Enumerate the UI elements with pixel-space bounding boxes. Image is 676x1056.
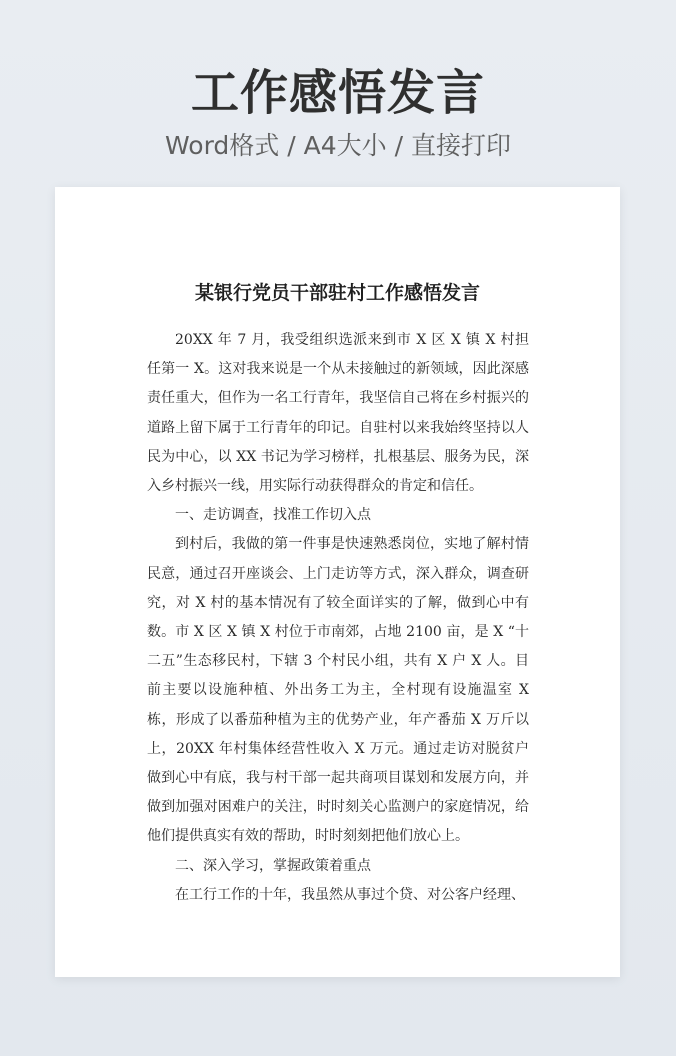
paragraph-section-1: 到村后，我做的第一件事是快速熟悉岗位，实地了解村情民意，通过召开座谈会、上门走访等方式，深入群众，调查研究，对 X 村的基本情况有了较全面详实的了解，做到心中有数。市 X 区 X 镇 X 村位于市南郊，占地 2100 亩，是 X “十二五”生态移民村，下辖 3 个村民小组，共有 X 户 X 人。目前主要以设施种植、外出务工为主，全村现有设施温室 X 栋，形成了以番茄种植为主的优势产业，年产番茄 X 万斤以上，20XX 年村集体经营性收入 X 万元。通过走访对脱贫户做到心中有底，我与村干部一起共商项目谋划和发展方向，并做到加强对困难户的关注，时时刻关心监测户的家庭情况，给他们提供真实有效的帮助，时时刻刻把他们放心上。 <box>147 536 529 845</box>
page-subtitle: Word格式 / A4大小 / 直接打印 <box>165 131 511 160</box>
section-heading-1: 一、走访调查，找准工作切入点 <box>175 507 371 524</box>
paragraph-section-2: 在工行工作的十年，我虽然从事过个贷、对公客户经理、 <box>175 886 525 903</box>
document-body <box>147 326 529 910</box>
page-title: 工作感悟发言 <box>190 65 485 121</box>
header <box>0 58 676 164</box>
document-title: 某银行党员干部驻村工作感悟发言 <box>194 282 480 304</box>
section-heading-2: 二、深入学习，掌握政策着重点 <box>175 857 371 874</box>
paragraph-intro: 20XX 年 7 月，我受组织选派来到市 X 区 X 镇 X 村担任第一 X。这对我来说是一个从未接触过的新领域，因此深感责任重大，但作为一名工行青年，我坚信自己将在乡村振兴的道路上留下属于工行青年的印记。自驻村以来我始终坚持以人民为中心，以 XX 书记为学习榜样，扎根基层、服务为民，深入乡村振兴一线，用实际行动获得群众的肯定和信任。 <box>147 332 529 495</box>
